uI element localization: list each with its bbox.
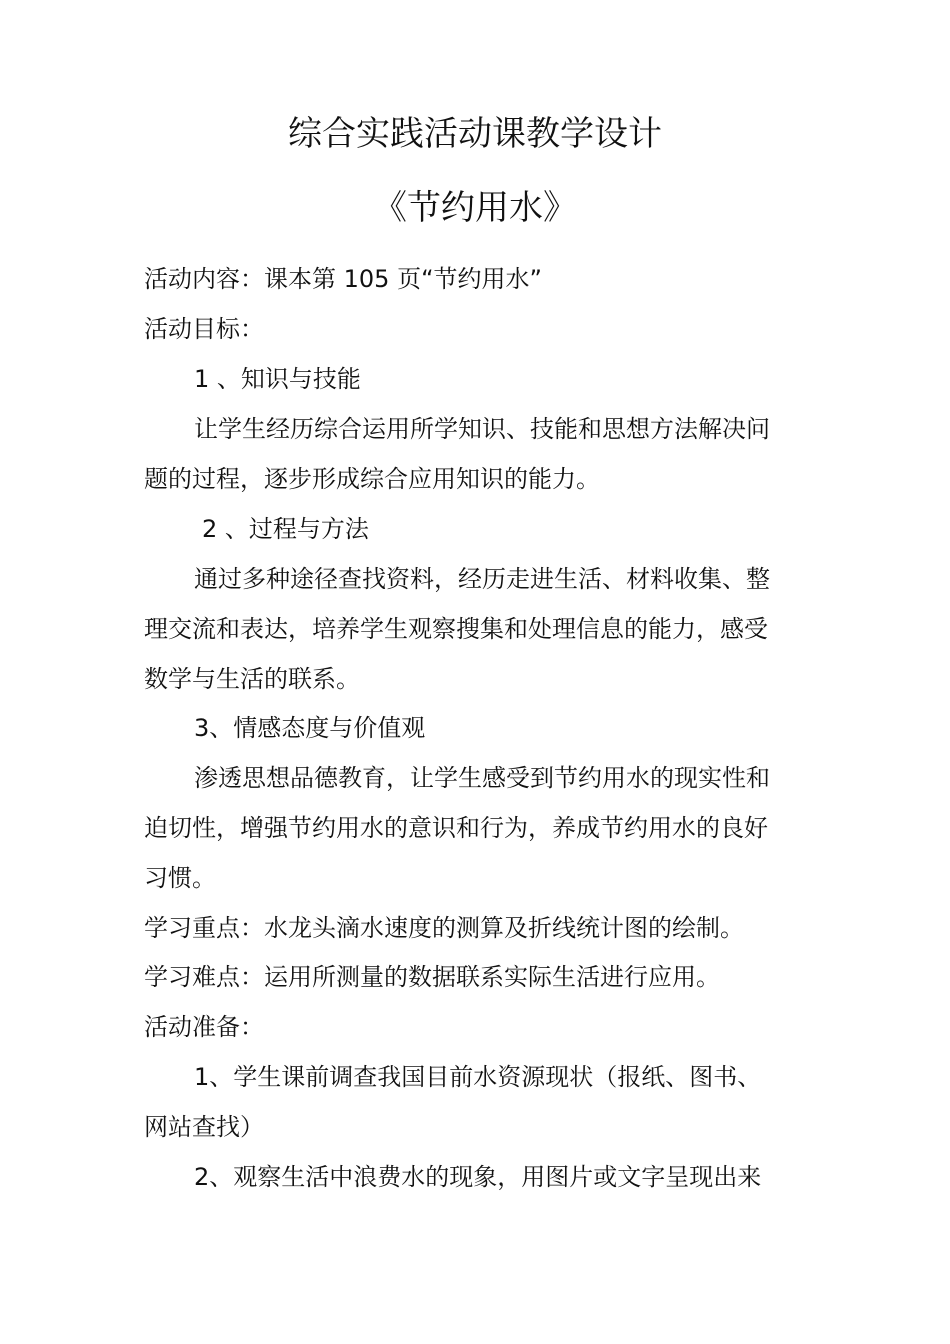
key-points-line: 学习重点：水龙头滴水速度的测算及折线统计图的绘制。 bbox=[144, 914, 744, 942]
preparation-1-line-2: 网站查找） bbox=[144, 1113, 264, 1141]
goal-1-text-line-2: 题的过程，逐步形成综合应用知识的能力。 bbox=[144, 465, 600, 493]
goal-2-heading: 2 、过程与方法 bbox=[202, 515, 369, 543]
difficult-points-line: 学习难点：运用所测量的数据联系实际生活进行应用。 bbox=[144, 963, 720, 991]
preparation-1-line-1: 1、学生课前调查我国目前水资源现状（报纸、图书、 bbox=[194, 1063, 762, 1091]
preparation-2-line-1: 2、观察生活中浪费水的现象，用图片或文字呈现出来 bbox=[194, 1163, 762, 1191]
goal-2-text-line-2: 理交流和表达，培养学生观察搜集和处理信息的能力，感受 bbox=[144, 615, 768, 643]
goal-2-text-line-1: 通过多种途径查找资料，经历走进生活、材料收集、整 bbox=[194, 565, 770, 593]
goal-2-text-line-3: 数学与生活的联系。 bbox=[144, 665, 360, 693]
goal-1-heading: 1 、知识与技能 bbox=[194, 365, 361, 393]
goal-3-text-line-3: 习惯。 bbox=[144, 864, 216, 892]
goal-3-heading: 3、情感态度与价值观 bbox=[194, 714, 426, 742]
activity-goals-heading: 活动目标： bbox=[144, 315, 264, 343]
document-subtitle: 《节约用水》 bbox=[373, 188, 577, 228]
activity-content-line: 活动内容：课本第 105 页“节约用水” bbox=[144, 265, 542, 293]
goal-3-text-line-2: 迫切性，增强节约用水的意识和行为，养成节约用水的良好 bbox=[144, 814, 768, 842]
goal-3-text-line-1: 渗透思想品德教育，让学生感受到节约用水的现实性和 bbox=[194, 764, 770, 792]
goal-1-text-line-1: 让学生经历综合运用所学知识、技能和思想方法解决问 bbox=[194, 415, 770, 443]
document-title: 综合实践活动课教学设计 bbox=[288, 114, 662, 154]
preparation-heading: 活动准备： bbox=[144, 1013, 264, 1041]
